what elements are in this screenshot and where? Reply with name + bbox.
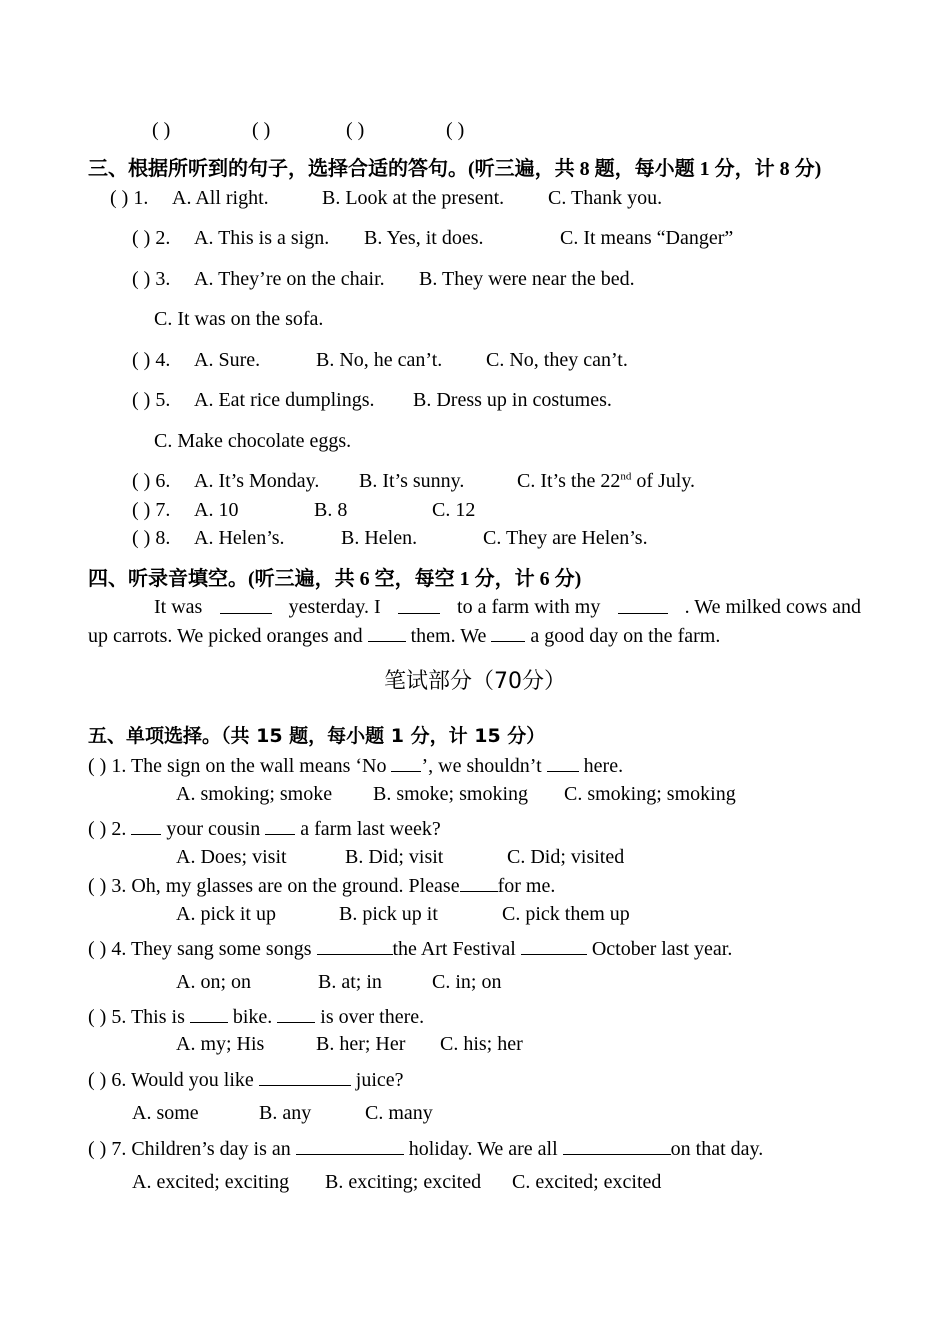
section-4-heading-cn: 四、听录音填空。 xyxy=(88,566,248,590)
s3-q4-prefix[interactable]: ( ) 4. xyxy=(132,349,171,371)
s3-q6-option-a: A. It’s Monday. xyxy=(194,470,320,492)
s5-q5-stem xyxy=(88,1004,424,1029)
s3-q3-option-a: A. They’re on the chair. xyxy=(194,268,385,290)
s5-q3-option-a: A. pick it up xyxy=(176,903,276,925)
s5-q4-text: ( ) 4. They sang some songs xyxy=(88,938,317,960)
s3-q8-option-b: B. Helen. xyxy=(341,527,418,549)
s5-q5-option-b: B. her; Her xyxy=(316,1033,406,1055)
section-4-heading xyxy=(88,566,581,591)
section-4-heading-info: (听三遍，共 6 空，每空 1 分，计 6 分) xyxy=(248,568,582,590)
blank-line[interactable] xyxy=(491,623,525,642)
s3-q6-prefix[interactable]: ( ) 6. xyxy=(132,470,171,492)
blank-line[interactable] xyxy=(131,816,161,835)
blank-line[interactable] xyxy=(460,873,498,892)
s5-q5-option-a: A. my; His xyxy=(176,1033,265,1055)
s3-q2-option-c: C. It means “Danger” xyxy=(560,227,734,249)
s5-q1-text: ( ) 1. The sign on the wall means ‘No xyxy=(88,755,392,777)
s3-q3-prefix[interactable]: ( ) 3. xyxy=(132,268,171,290)
s5-q3-option-b: B. pick up it xyxy=(339,903,438,925)
s3-q3-option-c: C. It was on the sofa. xyxy=(154,308,324,330)
s5-q5-text: bike. xyxy=(227,1006,278,1028)
s5-q6-text: ( ) 6. Would you like xyxy=(88,1069,259,1091)
s5-q4-text: the Art Festival xyxy=(392,938,521,960)
s5-q6-option-c: C. many xyxy=(365,1102,433,1124)
s3-q7-prefix[interactable]: ( ) 7. xyxy=(132,499,171,521)
s5-q6-option-a: A. some xyxy=(132,1102,199,1124)
s5-q2-option-a: A. Does; visit xyxy=(176,846,287,868)
answer-bracket[interactable]: ( ) xyxy=(152,119,171,141)
s4-text: . We milked cows and xyxy=(684,596,861,618)
blank-line[interactable] xyxy=(190,1004,228,1023)
section-3-heading-cn: 三、根据所听到的句子，选择合适的答句。 xyxy=(88,156,468,180)
s5-q7-stem xyxy=(88,1136,763,1161)
s5-q2-text: your cousin xyxy=(161,818,266,840)
s5-q3-stem xyxy=(88,873,555,898)
s3-q5-option-b: B. Dress up in costumes. xyxy=(413,389,612,411)
s5-q6-text: juice? xyxy=(350,1069,404,1091)
s3-q7-option-b: B. 8 xyxy=(314,499,348,521)
blank-line[interactable] xyxy=(618,595,668,614)
s4-text: them. We xyxy=(410,625,487,647)
s5-q3-text: for me. xyxy=(497,875,556,897)
blank-line[interactable] xyxy=(563,1136,671,1155)
s5-q6-option-b: B. any xyxy=(259,1102,312,1124)
blank-line[interactable] xyxy=(368,623,406,642)
s5-q2-text: a farm last week? xyxy=(295,818,441,840)
s3-q6-option-c xyxy=(517,469,695,493)
blank-line[interactable] xyxy=(521,936,587,955)
blank-line[interactable] xyxy=(317,936,393,955)
s5-q2-option-c: C. Did; visited xyxy=(507,846,625,868)
s5-q1-text: here. xyxy=(578,755,624,777)
s5-q7-text: holiday. We are all xyxy=(403,1138,563,1160)
blank-line[interactable] xyxy=(265,816,295,835)
s5-q1-text: ’, we shouldn’t xyxy=(421,755,547,777)
blank-line[interactable] xyxy=(259,1067,351,1086)
answer-bracket[interactable]: ( ) xyxy=(446,119,465,141)
s5-q2-stem xyxy=(88,816,441,841)
s3-q5-option-a: A. Eat rice dumplings. xyxy=(194,389,375,411)
s5-q7-option-c: C. excited; excited xyxy=(512,1171,662,1193)
s5-q4-text: October last year. xyxy=(586,938,733,960)
s3-q6-option-b: B. It’s sunny. xyxy=(359,470,465,492)
s4-paragraph-line-1 xyxy=(154,595,861,619)
s5-q1-option-a: A. smoking; smoke xyxy=(176,783,333,805)
s4-text: a good day on the farm. xyxy=(530,625,721,647)
s5-q5-text: ( ) 5. This is xyxy=(88,1006,190,1028)
s3-q7-option-a: A. 10 xyxy=(194,499,239,521)
s5-q7-text: on that day. xyxy=(670,1138,764,1160)
s5-q6-stem xyxy=(88,1067,404,1092)
s3-q5-prefix[interactable]: ( ) 5. xyxy=(132,389,171,411)
answer-bracket[interactable]: ( ) xyxy=(346,119,365,141)
s5-q4-option-c: C. in; on xyxy=(432,971,502,993)
s4-text: It was xyxy=(154,596,203,618)
s5-q1-option-c: C. smoking; smoking xyxy=(564,783,736,805)
s3-q5-option-c: C. Make chocolate eggs. xyxy=(154,430,352,452)
s5-q5-text: is over there. xyxy=(315,1006,425,1028)
s5-q7-option-b: B. exciting; excited xyxy=(325,1171,482,1193)
s5-q7-text: ( ) 7. Children’s day is an xyxy=(88,1138,296,1160)
section-3-heading xyxy=(88,156,821,181)
s3-q8-prefix[interactable]: ( ) 8. xyxy=(132,527,171,549)
s4-text: yesterday. I xyxy=(288,596,381,618)
blank-line[interactable] xyxy=(398,595,440,614)
s3-q2-option-a: A. This is a sign. xyxy=(194,227,330,249)
s5-q1-option-b: B. smoke; smoking xyxy=(373,783,529,805)
blank-line[interactable] xyxy=(296,1136,404,1155)
s5-q2-option-b: B. Did; visit xyxy=(345,846,444,868)
s5-q3-text: ( ) 3. Oh, my glasses are on the ground. Please xyxy=(88,875,460,897)
section-5-heading: 五、单项选择。（共 15 题，每小题 1 分，计 15 分） xyxy=(88,725,546,747)
s3-q6-option-c-suffix: nd xyxy=(620,470,632,483)
s3-q2-prefix[interactable]: ( ) 2. xyxy=(132,227,171,249)
s4-paragraph-line-2 xyxy=(88,623,720,648)
s3-q4-option-c: C. No, they can’t. xyxy=(486,349,628,371)
s3-q6-option-c-text-end: of July. xyxy=(631,470,696,492)
s3-q3-option-b: B. They were near the bed. xyxy=(419,268,635,290)
s3-q8-option-c: C. They are Helen’s. xyxy=(483,527,648,549)
s4-text: up carrots. We picked oranges and xyxy=(88,625,363,647)
s4-text: to a farm with my xyxy=(457,596,601,618)
s3-q6-option-c-text: C. It’s the 22 xyxy=(517,470,621,492)
s5-q3-option-c: C. pick them up xyxy=(502,903,630,925)
answer-bracket[interactable]: ( ) xyxy=(252,119,271,141)
s5-q5-option-c: C. his; her xyxy=(440,1033,523,1055)
s5-q4-option-b: B. at; in xyxy=(318,971,382,993)
s3-q1-option-c: C. Thank you. xyxy=(548,187,663,209)
blank-line[interactable] xyxy=(547,753,579,772)
written-part-title: 笔试部分（70分） xyxy=(384,669,566,694)
s3-q4-option-a: A. Sure. xyxy=(194,349,261,371)
s3-q7-option-c: C. 12 xyxy=(432,499,476,521)
blank-line[interactable] xyxy=(391,753,421,772)
s3-q1-option-b: B. Look at the present. xyxy=(322,187,505,209)
blank-line[interactable] xyxy=(277,1004,315,1023)
s3-q2-option-b: B. Yes, it does. xyxy=(364,227,484,249)
s5-q4-option-a: A. on; on xyxy=(176,971,251,993)
s3-q1-prefix[interactable]: ( ) 1. xyxy=(110,187,149,209)
blank-line[interactable] xyxy=(220,595,272,614)
section-3-heading-info: (听三遍，共 8 题，每小题 1 分，计 8 分) xyxy=(468,158,822,180)
s3-q1-option-a: A. All right. xyxy=(172,187,269,209)
s3-q8-option-a: A. Helen’s. xyxy=(194,527,285,549)
s5-q2-text: ( ) 2. xyxy=(88,818,132,840)
s3-q4-option-b: B. No, he can’t. xyxy=(316,349,443,371)
s5-q4-stem xyxy=(88,936,732,961)
s5-q7-option-a: A. excited; exciting xyxy=(132,1171,290,1193)
s5-q1-stem xyxy=(88,753,623,778)
